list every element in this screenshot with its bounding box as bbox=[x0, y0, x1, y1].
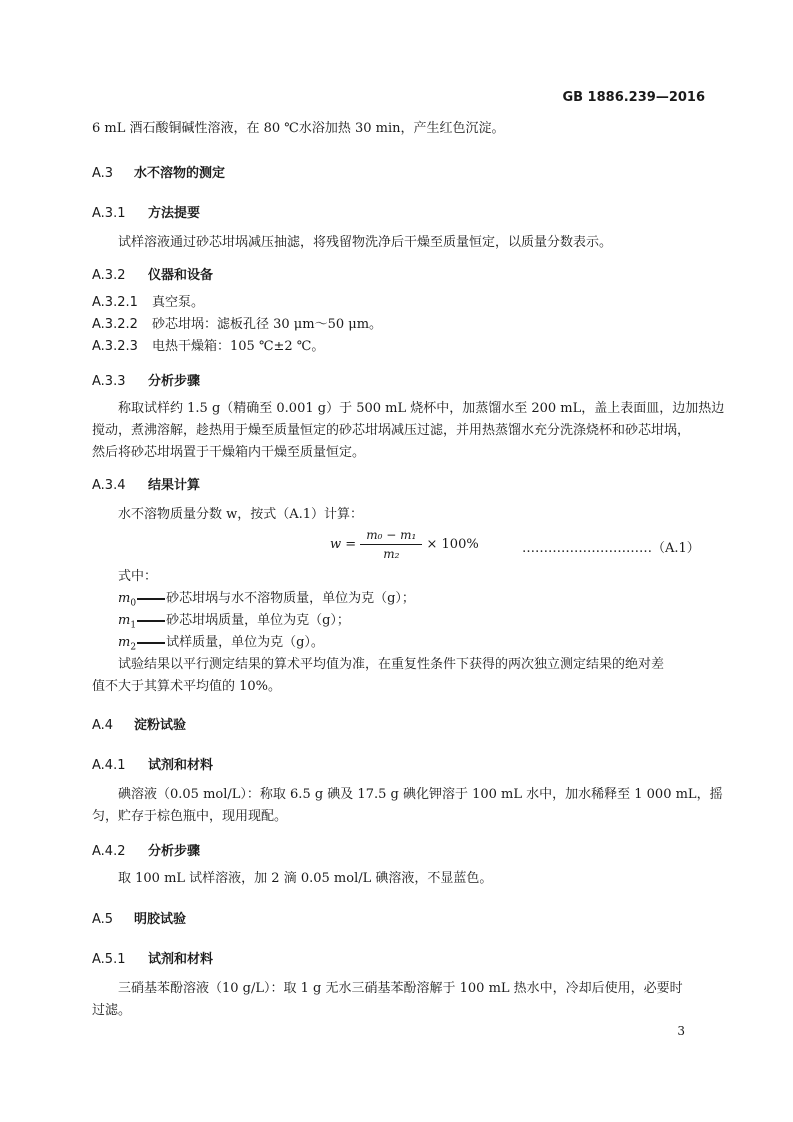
a33-line-1: 称取试样约 1.5 g（精确至 0.001 g）于 500 mL 烧杯中，加蒸馏水至 200 mL，盖上表面皿，边加热边 bbox=[118, 401, 725, 416]
section-title: 方法提要 bbox=[148, 206, 201, 221]
var-subscript: 2 bbox=[130, 642, 137, 653]
section-number: A.3 bbox=[92, 166, 114, 181]
a34-result-line-2: 值不大于其算术平均值的 10%。 bbox=[92, 679, 282, 694]
a31-paragraph: 试样溶液通过砂芯坩埚减压抽滤，将残留物洗净后干燥至质量恒定，以质量分数表示。 bbox=[118, 235, 613, 250]
section-title: 分析步骤 bbox=[148, 374, 201, 389]
section-title: 明胶试验 bbox=[134, 912, 187, 927]
section-number: A.5 bbox=[92, 912, 114, 927]
section-a51-heading bbox=[92, 948, 213, 967]
var-symbol: m bbox=[118, 635, 131, 650]
em-dash bbox=[137, 620, 165, 622]
a42-paragraph: 取 100 mL 试样溶液，加 2 滴 0.05 mol/L 碘溶液，不显蓝色。 bbox=[118, 871, 493, 886]
a34-intro: 水不溶物质量分数 w，按式（A.1）计算： bbox=[118, 507, 364, 522]
section-number: A.5.1 bbox=[92, 952, 126, 967]
formula-denominator: m₂ bbox=[383, 547, 400, 561]
section-a34-heading bbox=[92, 474, 200, 493]
var-description: 砂芯坩埚与水不溶物质量，单位为克（g）； bbox=[166, 591, 415, 606]
var-subscript: 1 bbox=[130, 620, 137, 631]
section-number: A.3.1 bbox=[92, 206, 126, 221]
section-number: A.4 bbox=[92, 718, 114, 733]
where-label: 式中： bbox=[118, 569, 158, 584]
em-dash bbox=[137, 598, 165, 600]
section-title: 试剂和材料 bbox=[148, 952, 214, 967]
section-number: A.3.2 bbox=[92, 268, 126, 283]
item-text: 砂芯坩埚：滤板孔径 30 μm～50 μm。 bbox=[152, 317, 383, 332]
formula-fraction bbox=[360, 528, 422, 561]
formula-lhs: w = bbox=[330, 537, 357, 552]
em-dash bbox=[137, 642, 165, 644]
item-text: 电热干燥箱：105 ℃±2 ℃。 bbox=[152, 339, 325, 354]
section-title: 结果计算 bbox=[148, 478, 201, 493]
a41-line-1: 碘溶液（0.05 mol/L）：称取 6.5 g 碘及 17.5 g 碘化钾溶于 100 mL 水中，加水稀释至 1 000 mL，摇 bbox=[118, 787, 723, 802]
var-description: 砂芯坩埚质量，单位为克（g）； bbox=[166, 613, 350, 628]
section-title: 淀粉试验 bbox=[134, 718, 187, 733]
section-number: A.4.1 bbox=[92, 758, 126, 773]
a51-line-1: 三硝基苯酚溶液（10 g/L）：取 1 g 无水三硝基苯酚溶解于 100 mL 热水中，冷却后使用，必要时 bbox=[118, 981, 683, 996]
a33-line-2: 搅动，煮沸溶解，趁热用于燥至质量恒定的砂芯坩埚减压过滤，并用热蒸馏水充分洗涤烧杯和砂芯坩埚， bbox=[92, 423, 691, 438]
section-title: 分析步骤 bbox=[148, 844, 201, 859]
page-number: 3 bbox=[677, 1024, 685, 1038]
section-number: A.3.4 bbox=[92, 478, 126, 493]
a51-line-2: 过滤。 bbox=[92, 1003, 132, 1018]
continued-paragraph: 6 mL 酒石酸铜碱性溶液，在 80 ℃水浴加热 30 min，产生红色沉淀。 bbox=[92, 121, 505, 136]
formula-numerator: m₀ − m₁ bbox=[360, 528, 422, 545]
section-a42-heading bbox=[92, 840, 200, 859]
section-a41-heading bbox=[92, 754, 213, 773]
var-symbol: m bbox=[118, 613, 131, 628]
section-a31-heading bbox=[92, 202, 200, 221]
section-title: 试剂和材料 bbox=[148, 758, 214, 773]
section-title: 仪器和设备 bbox=[148, 268, 214, 283]
standard-code: GB 1886.239—2016 bbox=[562, 90, 705, 105]
section-a4-heading bbox=[92, 714, 186, 733]
section-a5-heading bbox=[92, 908, 186, 927]
section-title: 水不溶物的测定 bbox=[134, 166, 226, 181]
a33-line-3: 然后将砂芯坩埚置于干燥箱内干燥至质量恒定。 bbox=[92, 445, 366, 460]
item-number: A.3.2.2 bbox=[92, 317, 138, 332]
section-a33-heading bbox=[92, 370, 200, 389]
section-number: A.4.2 bbox=[92, 844, 126, 859]
item-number: A.3.2.3 bbox=[92, 339, 138, 354]
item-a323 bbox=[92, 336, 324, 358]
var-description: 试样质量，单位为克（g）。 bbox=[166, 635, 324, 650]
item-a321 bbox=[92, 292, 204, 314]
item-a322 bbox=[92, 314, 382, 336]
var-symbol: m bbox=[118, 591, 131, 606]
section-a3-heading bbox=[92, 162, 225, 181]
formula-a1 bbox=[330, 528, 479, 561]
formula-label: …………………………（A.1） bbox=[522, 541, 700, 556]
a41-line-2: 匀，贮存于棕色瓶中，现用现配。 bbox=[92, 809, 288, 824]
item-number: A.3.2.1 bbox=[92, 295, 138, 310]
item-text: 真空泵。 bbox=[152, 295, 205, 310]
formula-multiplier: × 100% bbox=[426, 537, 479, 552]
section-a32-heading bbox=[92, 264, 213, 283]
a34-result-line-1: 试验结果以平行测定结果的算术平均值为准，在重复性条件下获得的两次独立测定结果的绝对差 bbox=[118, 657, 665, 672]
var-subscript: 0 bbox=[130, 598, 137, 609]
section-number: A.3.3 bbox=[92, 374, 126, 389]
